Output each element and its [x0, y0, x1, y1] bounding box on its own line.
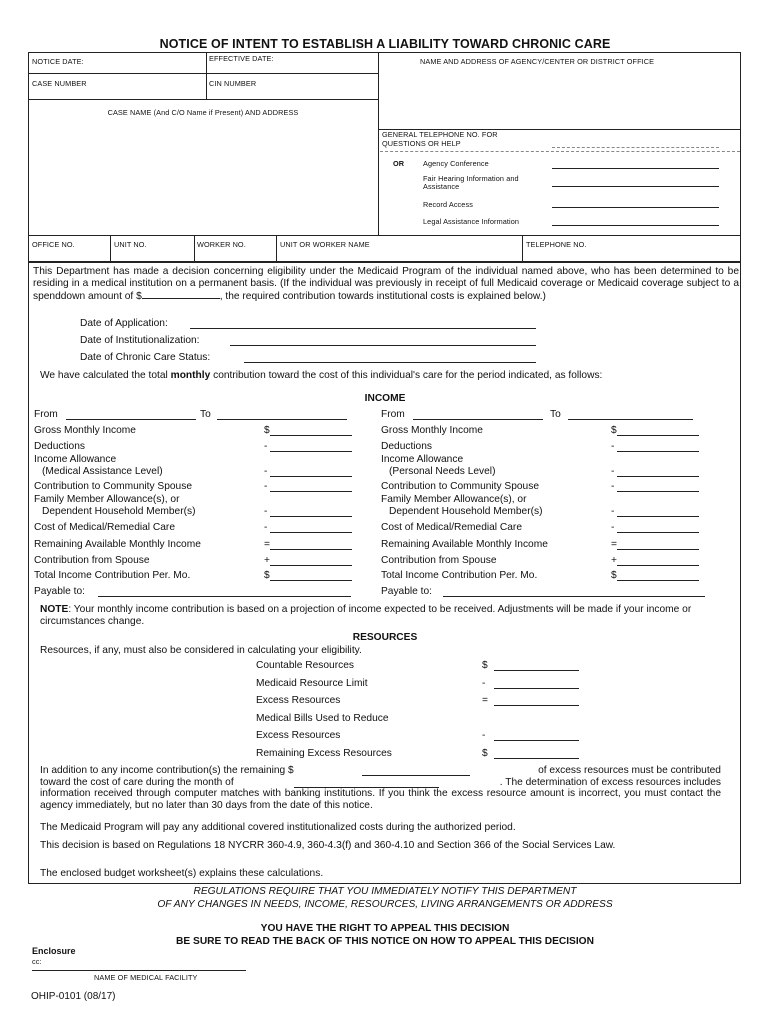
- income-left-row-label-line: Cost of Medical/Remedial Care: [34, 522, 175, 533]
- resource-row-sign: $: [482, 748, 488, 759]
- date-chronic-field[interactable]: [244, 362, 536, 363]
- appeal-line-2: BE SURE TO READ THE BACK OF THIS NOTICE ON HOW TO APPEAL THIS DECISION: [176, 936, 594, 947]
- income-left-row-label-line: Deductions: [34, 441, 85, 452]
- worksheet-text: The enclosed budget worksheet(s) explains these calculations.: [40, 868, 324, 879]
- resource-row-sign: =: [482, 695, 488, 706]
- income-right-row-amount-field[interactable]: [617, 476, 699, 477]
- payable-right-field[interactable]: [443, 596, 705, 597]
- income-right-row-label: [381, 539, 548, 551]
- resource-row-sign: -: [482, 678, 486, 689]
- date-chronic-label: Date of Chronic Care Status:: [80, 352, 211, 363]
- resource-row-label: Excess Resources: [256, 730, 341, 741]
- income-right-row-amount-field[interactable]: [617, 580, 699, 581]
- income-left-row-sign: -: [264, 466, 268, 477]
- fair-hearing-label: Fair Hearing Information and Assistance: [423, 174, 519, 191]
- income-right-row-sign: -: [611, 466, 615, 477]
- income-left-row-label-line: Remaining Available Monthly Income: [34, 539, 201, 550]
- notice-date-label: NOTICE DATE:: [32, 57, 84, 66]
- notify-line-1: REGULATIONS REQUIRE THAT YOU IMMEDIATELY NOTIFY THIS DEPARTMENT: [193, 886, 577, 897]
- income-left-row-sign: -: [264, 522, 268, 533]
- income-right-to-field[interactable]: [568, 419, 693, 420]
- income-left-row-label: [34, 555, 150, 567]
- income-left-row-label: [34, 441, 85, 453]
- income-right-row-label-line: Gross Monthly Income: [381, 425, 483, 436]
- income-right-row-label: [381, 522, 522, 534]
- notify-line-2: OF ANY CHANGES IN NEEDS, INCOME, RESOURCES, LIVING ARRANGEMENTS OR ADDRESS: [157, 899, 613, 910]
- resources-intro: Resources, if any, must also be considered in calculating your eligibility.: [40, 645, 362, 656]
- case-name-label: CASE NAME (And C/O Name if Present) AND ADDRESS: [107, 108, 299, 117]
- income-left-row-label: [34, 570, 190, 582]
- calc-paragraph: We have calculated the total monthly contribution toward the cost of this individual's care for the period indicated, as follows:: [40, 370, 603, 381]
- payable-left-label: Payable to:: [34, 586, 85, 597]
- income-right-from-label: From: [381, 409, 405, 420]
- income-left-row-sign: -: [264, 506, 268, 517]
- resource-row-amount-field[interactable]: [494, 688, 579, 689]
- income-left-row-amount-field[interactable]: [270, 435, 352, 436]
- date-institutionalization-label: Date of Institutionalization:: [80, 335, 200, 346]
- income-right-row-label: [381, 570, 537, 582]
- note-paragraph: NOTE: Your monthly income contribution is based on a projection of income expected to be received. Adjustments will be made if your income or circumstances change.: [40, 604, 692, 627]
- income-right-row-label-line: Contribution to Community Spouse: [381, 481, 539, 492]
- date-institutionalization-field[interactable]: [230, 345, 536, 346]
- income-left-row-sublabel: (Medical Assistance Level): [42, 465, 163, 477]
- income-right-row-amount-field[interactable]: [617, 549, 699, 550]
- resource-row-amount-field[interactable]: [494, 740, 579, 741]
- resources-heading: RESOURCES: [352, 632, 418, 643]
- legal-assistance-line: [552, 225, 719, 226]
- income-left-row-label: [34, 539, 201, 551]
- income-right-row-amount-field[interactable]: [617, 532, 699, 533]
- income-left-row-amount-field[interactable]: [270, 565, 352, 566]
- income-right-row-sign: $: [611, 425, 617, 436]
- income-right-row-label-line: Contribution from Spouse: [381, 555, 497, 566]
- or-label: OR: [393, 159, 405, 168]
- record-access-label: Record Access: [423, 200, 473, 209]
- income-right-row-sign: -: [611, 506, 615, 517]
- income-left-row-label-line: Contribution to Community Spouse: [34, 481, 192, 492]
- payable-right-label: Payable to:: [381, 586, 432, 597]
- income-left-row-label: [34, 481, 192, 493]
- income-right-row-sign: -: [611, 522, 615, 533]
- income-left-row-label-line: Family Member Allowance(s), or: [34, 494, 180, 505]
- appeal-line-1: YOU HAVE THE RIGHT TO APPEAL THIS DECISION: [260, 923, 510, 934]
- income-left-row-label-line: Gross Monthly Income: [34, 425, 136, 436]
- income-left-to-field[interactable]: [217, 419, 347, 420]
- agency-address-label: NAME AND ADDRESS OF AGENCY/CENTER OR DISTRICT OFFICE: [420, 57, 655, 66]
- resource-row-label: Medicaid Resource Limit: [256, 678, 368, 689]
- date-application-label: Date of Application:: [80, 318, 168, 329]
- income-right-row-amount-field[interactable]: [617, 516, 699, 517]
- income-right-from-field[interactable]: [413, 419, 543, 420]
- header-form: [28, 52, 741, 262]
- income-left-from-field[interactable]: [66, 419, 196, 420]
- worker-no-label: WORKER NO.: [197, 240, 246, 249]
- record-access-line: [552, 207, 719, 208]
- income-left-row-sign: -: [264, 481, 268, 492]
- income-left-row-label: [34, 425, 136, 437]
- income-left-row-label: [34, 522, 175, 534]
- form-id: OHIP-0101 (08/17): [31, 991, 116, 1002]
- facility-label: NAME OF MEDICAL FACILITY: [94, 973, 198, 982]
- income-left-row-amount-field[interactable]: [270, 451, 352, 452]
- income-left-row-label: [34, 494, 195, 517]
- income-right-row-label: [381, 454, 495, 477]
- income-right-row-label-line: Cost of Medical/Remedial Care: [381, 522, 522, 533]
- intro-paragraph: This Department has made a decision concerning eligibility under the Medicaid Program of the individual named above, who has been determined to be residing in a medical institution on a permanent basis. (If the individual was previously in receipt of full Medicaid coverage or Medicaid coverage subject to a spenddown amount of $ , the required contribution towards institutional costs is explained below.): [33, 266, 739, 303]
- income-right-row-amount-field[interactable]: [617, 451, 699, 452]
- income-right-row-label-line: Remaining Available Monthly Income: [381, 539, 548, 550]
- income-left-to-label: To: [200, 409, 211, 420]
- income-left-row-amount-field[interactable]: [270, 549, 352, 550]
- unit-no-label: UNIT NO.: [114, 240, 147, 249]
- resource-row-amount-field[interactable]: [494, 670, 579, 671]
- income-left-row-amount-field[interactable]: [270, 580, 352, 581]
- income-right-row-sublabel: Dependent Household Member(s): [389, 505, 543, 517]
- income-right-row-sign: =: [611, 539, 617, 550]
- income-right-to-label: To: [550, 409, 561, 420]
- income-right-row-sign: +: [611, 555, 617, 566]
- resource-row-sign: $: [482, 660, 488, 671]
- income-right-row-label-line: Family Member Allowance(s), or: [381, 494, 527, 505]
- office-no-label: OFFICE NO.: [32, 240, 75, 249]
- payable-left-field[interactable]: [98, 596, 351, 597]
- income-left-row-sign: -: [264, 441, 268, 452]
- agency-conference-line: [552, 168, 719, 169]
- income-left-row-label: [34, 454, 163, 477]
- income-right-row-label: [381, 441, 432, 453]
- income-left-row-sign: $: [264, 570, 270, 581]
- income-right-row-label: [381, 425, 483, 437]
- enclosure-label: Enclosure: [32, 946, 76, 956]
- resource-row-sign: -: [482, 730, 486, 741]
- income-left-row-sign: $: [264, 425, 270, 436]
- date-application-field[interactable]: [190, 328, 536, 329]
- income-right-row-label: [381, 494, 542, 517]
- resource-row-label: Medical Bills Used to Reduce: [256, 713, 389, 724]
- income-right-row-label-line: Total Income Contribution Per. Mo.: [381, 570, 538, 581]
- income-left-row-label-line: Contribution from Spouse: [34, 555, 150, 566]
- income-right-row-label-line: Income Allowance: [381, 454, 464, 465]
- income-left-row-amount-field[interactable]: [270, 516, 352, 517]
- facility-line[interactable]: [32, 970, 246, 971]
- income-left-row-amount-field[interactable]: [270, 491, 352, 492]
- gen-phone-label: GENERAL TELEPHONE NO. FOR QUESTIONS OR HELP: [382, 130, 498, 148]
- income-right-row-sublabel: (Personal Needs Level): [389, 465, 496, 477]
- income-left-row-amount-field[interactable]: [270, 476, 352, 477]
- agency-conference-label: Agency Conference: [423, 159, 489, 168]
- fair-hearing-line: [552, 186, 719, 187]
- effective-date-label: EFFECTIVE DATE:: [209, 54, 274, 63]
- income-left-row-sign: =: [264, 539, 270, 550]
- resource-row-label: Remaining Excess Resources: [256, 748, 392, 759]
- legal-assistance-label: Legal Assistance Information: [423, 217, 520, 226]
- excess-paragraph: In addition to any income contribution(s) the remaining $ of excess resources must be contributed toward the cost of care during the month of . The determination of excess resources includes information received through computer matches with banking institutions. If you think the excess resource amount is incorrect, you must contact the agency immediately, but no later than 30 days from the date of this notice.: [40, 765, 721, 811]
- telephone-no-label: TELEPHONE NO.: [526, 240, 587, 249]
- income-right-row-label: [381, 481, 539, 493]
- income-left-row-sign: +: [264, 555, 270, 566]
- income-left-row-label-line: Income Allowance: [34, 454, 117, 465]
- resource-row-label: Excess Resources: [256, 695, 341, 706]
- resource-row-label: Countable Resources: [256, 660, 354, 671]
- income-right-row-sign: -: [611, 481, 615, 492]
- cc-label: cc:: [32, 957, 42, 966]
- income-right-row-sign: -: [611, 441, 615, 452]
- income-right-row-sign: $: [611, 570, 617, 581]
- income-right-row-amount-field[interactable]: [617, 435, 699, 436]
- income-right-row-label-line: Deductions: [381, 441, 432, 452]
- resource-row-amount-field[interactable]: [494, 705, 579, 706]
- unit-worker-name-label: UNIT OR WORKER NAME: [280, 240, 370, 249]
- cin-number-label: CIN NUMBER: [209, 79, 257, 88]
- income-left-row-sublabel: Dependent Household Member(s): [42, 505, 196, 517]
- income-left-row-amount-field[interactable]: [270, 532, 352, 533]
- income-left-row-label-line: Total Income Contribution Per. Mo.: [34, 570, 191, 581]
- income-right-row-amount-field[interactable]: [617, 491, 699, 492]
- income-heading: INCOME: [364, 393, 406, 404]
- case-number-label: CASE NUMBER: [32, 79, 87, 88]
- page-title: NOTICE OF INTENT TO ESTABLISH A LIABILITY TOWARD CHRONIC CARE: [159, 37, 611, 51]
- income-right-row-amount-field[interactable]: [617, 565, 699, 566]
- income-left-from-label: From: [34, 409, 58, 420]
- income-right-row-label: [381, 555, 497, 567]
- pay-costs-text: The Medicaid Program will pay any additional covered institutionalized costs during the authorized period.: [40, 822, 516, 833]
- gen-phone-line: [552, 147, 719, 148]
- regulations-text: This decision is based on Regulations 18 NYCRR 360-4.9, 360-4.3(f) and 360-4.10 and Section 366 of the Social Services Law.: [40, 840, 616, 851]
- resource-row-amount-field[interactable]: [494, 758, 579, 759]
